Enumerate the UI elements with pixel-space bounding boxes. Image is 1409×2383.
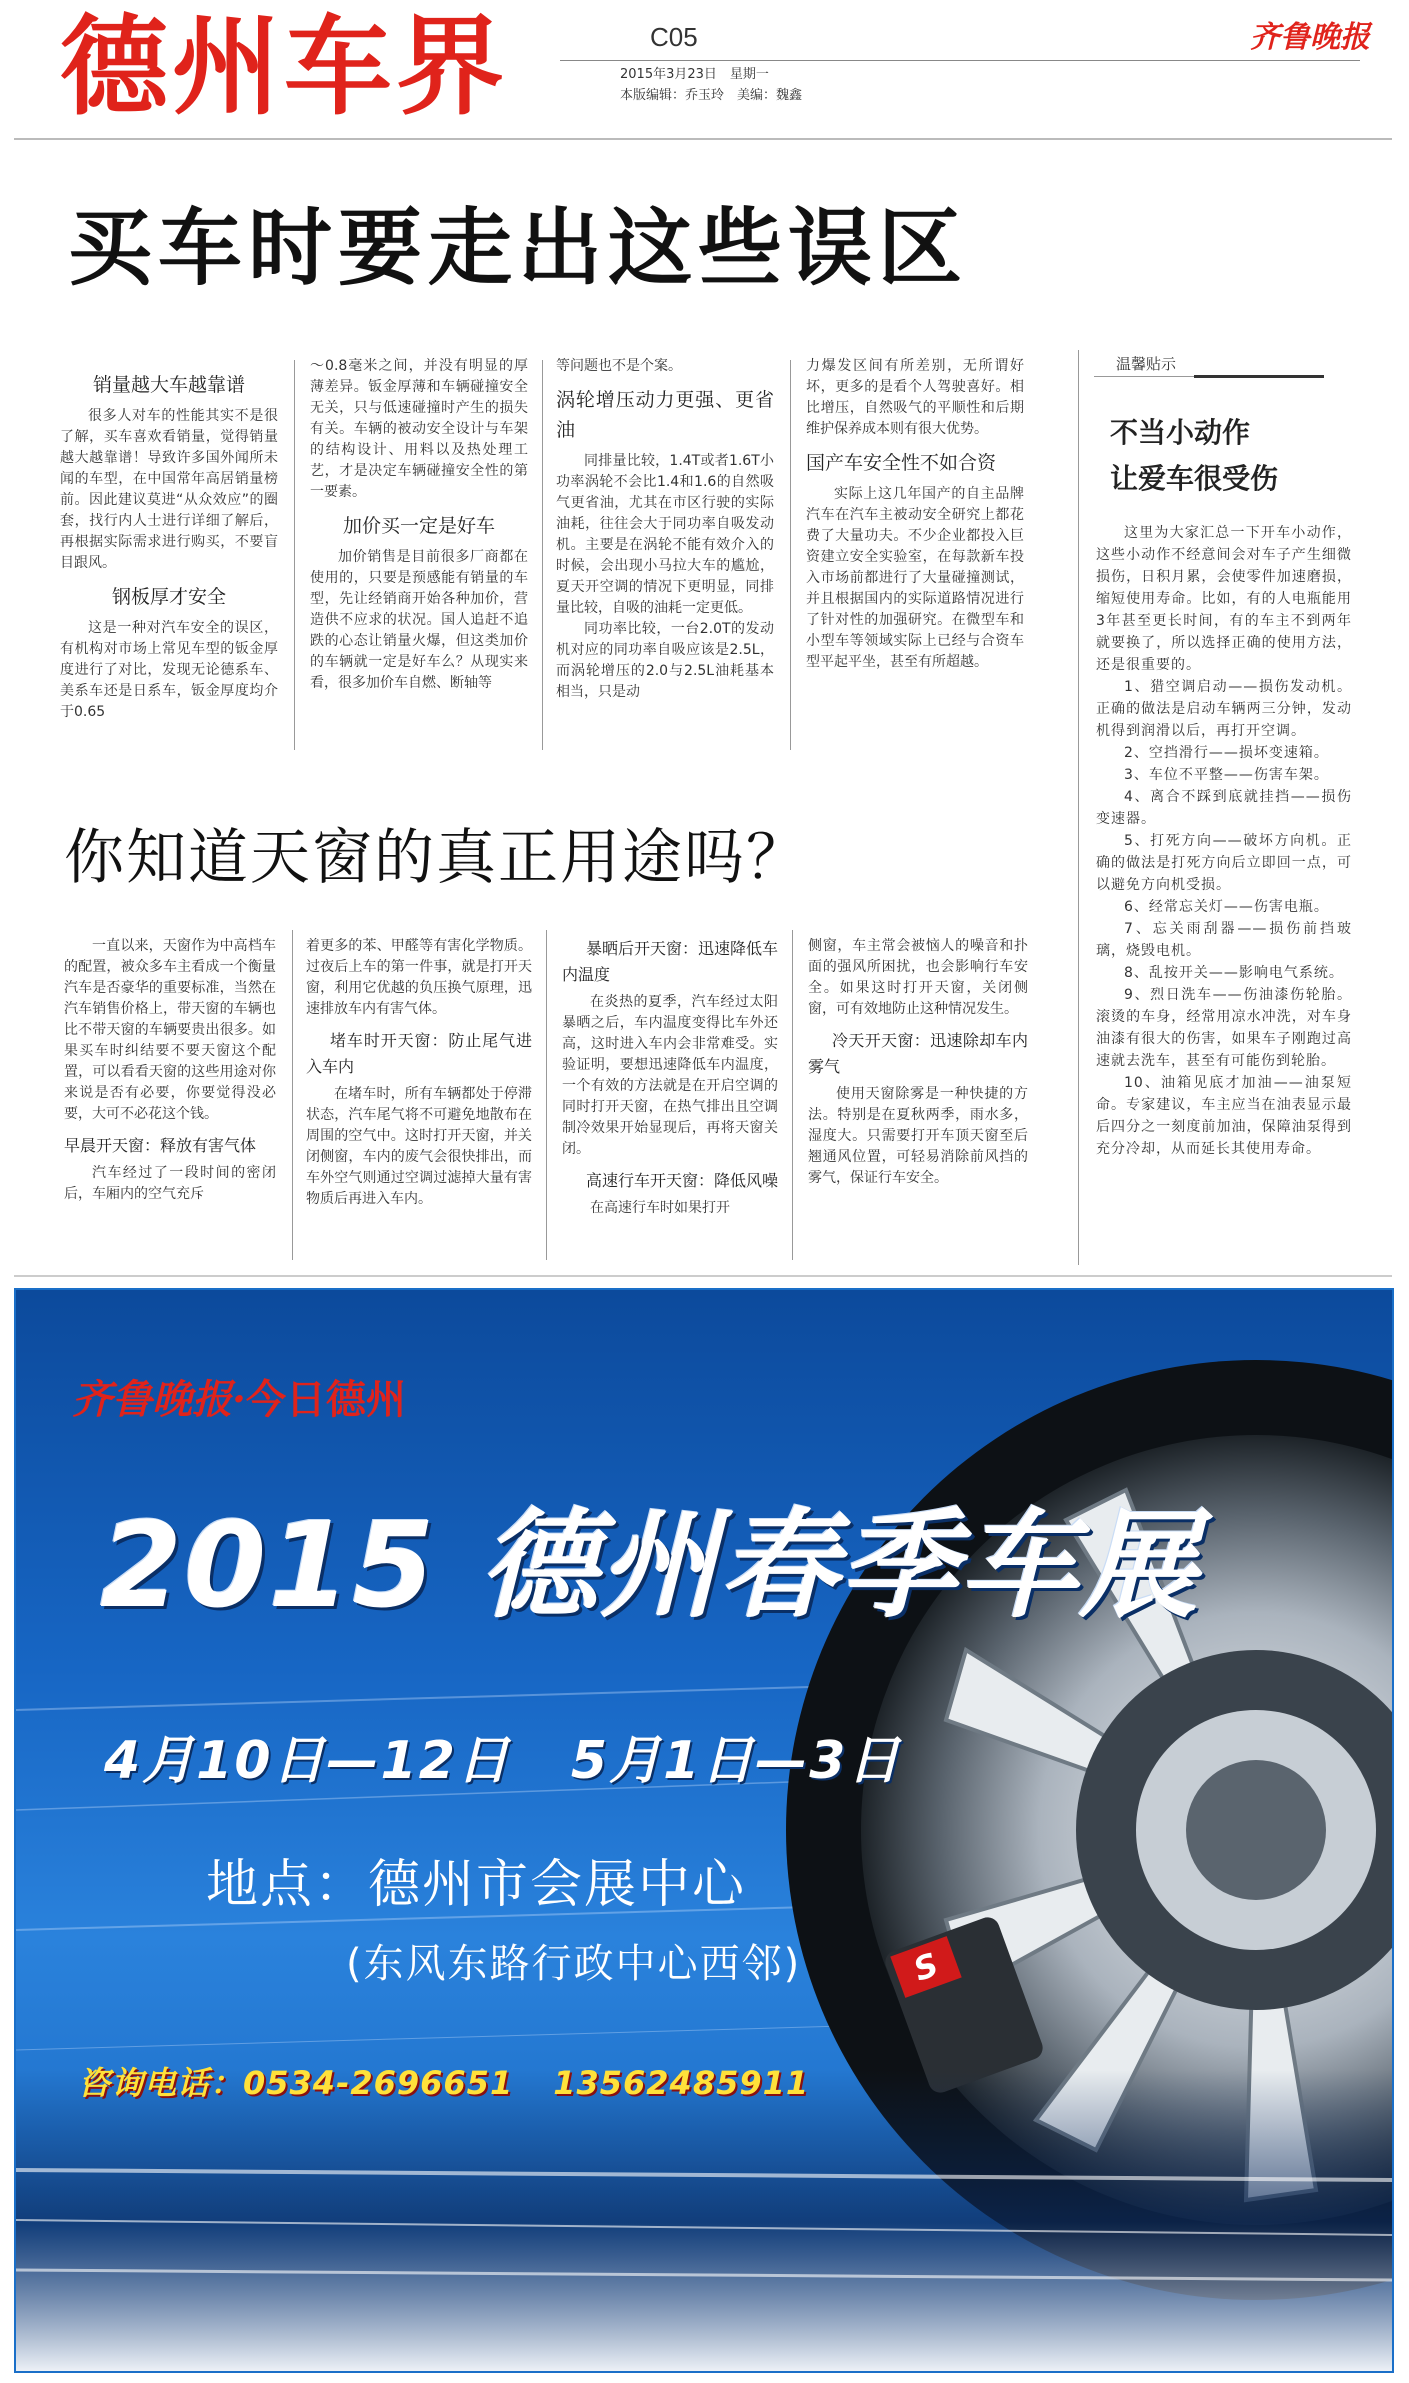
sidebar-item: 1、猎空调启动——损伤发动机。正确的做法是启动车辆两三分钟，发动机得到润滑以后，再打开空调。	[1096, 679, 1352, 739]
subhead: 暴晒后开天窗：迅速降低车内温度	[562, 939, 779, 984]
sidebar-item: 10、油箱见底才加油——油泵短命。专家建议，车主应当在油表显示最后四分之一刻度前加油，保障油泵得到充分冷却，从而延长其使用寿命。	[1096, 1075, 1352, 1157]
article2-column-4	[808, 936, 1028, 1189]
subhead: 高速行车开天窗：降低风噪	[586, 1171, 779, 1190]
subhead: 钢板厚才安全	[111, 586, 226, 608]
article2-column-1	[64, 936, 276, 1205]
paper-logo: 齐鲁晚报	[1250, 20, 1370, 55]
subhead: 堵车时开天窗：防止尾气进入车内	[306, 1031, 532, 1076]
ad-date-2: 5月1日—3日	[570, 1731, 902, 1791]
article1-column-3	[556, 356, 774, 703]
ad-logo-paper: 齐鲁晚报	[72, 1376, 232, 1423]
sidebar-item: 3、车位不平整——伤害车架。	[1124, 767, 1329, 783]
sidebar-title-line1: 不当小动作	[1110, 416, 1251, 449]
sidebar-title	[1110, 410, 1278, 502]
sidebar-divider	[1078, 350, 1079, 1265]
editor-line: 本版编辑：乔玉玲 美编：魏鑫	[620, 88, 803, 103]
column-divider	[294, 360, 295, 750]
section-divider	[14, 1275, 1392, 1277]
header-meta	[620, 64, 802, 106]
paragraph: 汽车经过了一段时间的密闭后，车厢内的空气充斥	[64, 1165, 276, 1202]
caliper-badge: S	[890, 1936, 961, 1998]
column-divider	[792, 930, 793, 1260]
ad-phone-2[interactable]: 13562485911	[553, 2064, 810, 2102]
paragraph: 一直以来，天窗作为中高档车的配置，被众多车主看成一个衡量汽车是否豪华的重要标准，当然在汽车销售价格上，带天窗的车辆也比不带天窗的车辆要贵出很多。如果买车时纠结要不要天窗这个配置，可以看看天窗的这些用途对你来说是否有必要，你要觉得没必要，大可不必花这个钱。	[64, 938, 276, 1122]
sidebar-body	[1096, 522, 1352, 1160]
paragraph: 加价销售是目前很多厂商都在使用的，只要是预感能有销量的车型，先让经销商开始各种加价，营造供不应求的状况。国人追赶不追跌的心态让销量火爆，但这类加价的车辆就一定是好车么？从现实来看，很多加价车自燃、断轴等	[310, 549, 528, 691]
header-rule	[560, 60, 1360, 61]
subhead: 冷天开天窗：迅速除却车内雾气	[808, 1031, 1028, 1076]
paragraph: 侧窗，车主常会被恼人的噪音和扑面的强风所困扰，也会影响行车安全。如果这时打开天窗，关闭侧窗，可有效地防止这种情况发生。	[808, 938, 1028, 1017]
paragraph: 在高速行车时如果打开	[590, 1200, 730, 1216]
article1-column-2	[310, 356, 528, 694]
ad-logo-separator: ·	[232, 1376, 246, 1423]
masthead-title: 德州车界	[60, 5, 509, 130]
article2-column-3	[562, 936, 778, 1219]
ad-paper-logo	[72, 1368, 406, 1425]
sidebar-item: 6、经常忘关灯——伤害电瓶。	[1124, 899, 1329, 915]
article1-column-1	[60, 362, 278, 723]
sidebar-item: 2、空挡滑行——损坏变速箱。	[1124, 745, 1329, 761]
subhead: 加价买一定是好车	[342, 515, 495, 537]
ad-address: (东风东路行政中心西邻)	[346, 1941, 802, 1987]
paragraph: 这是一种对汽车安全的误区，有机构对市场上常见车型的钣金厚度进行了对比，发现无论德系车、美系车还是日系车，钣金厚度均介于0.65	[60, 620, 278, 720]
column-divider	[292, 930, 293, 1260]
subhead: 早晨开天窗：释放有害气体	[64, 1136, 257, 1155]
article2-headline: 你知道天窗的真正用途吗？	[64, 823, 808, 893]
subhead: 国产车安全性不如合资	[806, 452, 997, 474]
ad-background-art	[16, 1290, 1394, 2373]
top-divider	[14, 138, 1392, 140]
sidebar-intro: 这里为大家汇总一下开车小动作，这些小动作不经意间会对车子产生细微损伤，日积月累，会使零件加速磨损，缩短使用寿命。比如，有的人电瓶能用3年甚至更长时间，有的车主不到两年就要换了，所以选择正确的使用方法，还是很重要的。	[1096, 525, 1352, 673]
ad-date-1: 4月10日—12日	[104, 1731, 511, 1791]
article1-column-4	[806, 356, 1024, 673]
article2-column-2	[306, 936, 532, 1210]
sidebar-item: 9、烈日洗车——伤油漆伤轮胎。滚烫的车身，经常用凉水冲洗，对车身油漆有很大的伤害，如果车子刚跑过高速就去洗车，甚至有可能伤到轮胎。	[1096, 987, 1352, 1069]
paragraph: 实际上这几年国产的自主品牌汽车在汽车主被动安全研究上都花费了大量功夫。不少企业都投入巨资建立安全实验室，在每款新车投入市场前都进行了大量碰撞测试，并且根据国内的实际道路情况进行了针对性的加强研究。在微型车和小型车等领域实际上已经与合资车型平起平坐，甚至有所超越。	[806, 486, 1024, 670]
subhead: 涡轮增压动力更强、更省油	[556, 389, 774, 441]
paragraph: 使用天窗除雾是一种快捷的方法。特别是在夏秋两季，雨水多，湿度大。只需要打开车顶天窗至后翘通风位置，可轻易消除前风挡的雾气，保证行车安全。	[808, 1086, 1028, 1186]
sidebar-title-line2: 让爱车很受伤	[1110, 462, 1279, 495]
paragraph: 在炎热的夏季，汽车经过太阳暴晒之后，车内温度变得比车外还高，这时进入车内会非常难受。实验证明，要想迅速降低车内温度，一个有效的方法就是在开启空调的同时打开天窗，在热气排出且空调制冷效果开始显现后，再将天窗关闭。	[562, 994, 778, 1157]
sidebar-item: 8、乱按开关——影响电气系统。	[1124, 965, 1344, 981]
paragraph: 很多人对车的性能其实不是很了解，买车喜欢看销量，觉得销量越大越靠谱！导致许多国外闻所未闻的车型，在中国常年高居销量榜前。因此建议莫进“从众效应”的圈套，找行内人士进行详细了解后，再根据实际需求进行购买，不要盲目跟风。	[60, 408, 278, 571]
ad-title: 2015 德州春季车展	[100, 1496, 1200, 1634]
column-divider	[542, 360, 543, 750]
ad-dates	[104, 1718, 961, 1793]
car-show-advertisement[interactable]	[14, 1288, 1394, 2373]
ad-logo-local: 今日德州	[245, 1377, 406, 1423]
article1-headline: 买车时要走出这些误区	[68, 199, 969, 297]
sidebar-tag: 温馨贴示	[1094, 353, 1274, 377]
date-line: 2015年3月23日 星期一	[620, 67, 769, 82]
paragraph: 同功率比较，一台2.0T的发动机对应的同功率自吸应该是2.5L，而涡轮增压的2.0与2.5L油耗基本相当，只是动	[556, 621, 774, 700]
column-divider	[546, 930, 547, 1260]
paragraph: 同排量比较，1.4T或者1.6T小功率涡轮不会比1.4和1.6的自然吸气更省油，尤其在市区行驶的实际油耗，往往会大于同功率自吸发动机。主要是在涡轮不能有效介入的时候，会出现小马拉大车的尴尬，夏天开空调的情况下更明显，同排量比较，自吸的油耗一定更低。	[556, 453, 774, 616]
ad-phone[interactable]	[78, 2058, 849, 2104]
ad-phone-1[interactable]: 咨询电话：0534-2696651	[78, 2064, 514, 2102]
paragraph: 着更多的苯、甲醛等有害化学物质。过夜后上车的第一件事，就是打开天窗，利用它优越的负压换气原理，迅速排放车内有害气体。	[306, 938, 532, 1017]
sidebar-item: 5、打死方向——破坏方向机。正确的做法是打死方向后立即回一点，可以避免方向机受损。	[1096, 833, 1352, 893]
sidebar-item: 4、离合不踩到底就挂挡——损伤变速器。	[1096, 789, 1352, 827]
paragraph: ～0.8毫米之间，并没有明显的厚薄差异。钣金厚薄和车辆碰撞安全无关，只与低速碰撞时产生的损失有关。车辆的被动安全设计与车架的结构设计、用料以及热处理工艺，才是决定车辆碰撞安全性的第一要素。	[310, 358, 528, 500]
page-number: C05	[650, 22, 698, 52]
sidebar-item: 7、忘关雨刮器——损伤前挡玻璃，烧毁电机。	[1096, 921, 1352, 959]
ad-location: 地点：德州市会展中心	[206, 1855, 747, 1915]
paragraph: 在堵车时，所有车辆都处于停滞状态，汽车尾气将不可避免地散布在周围的空气中。这时打开天窗，并关闭侧窗，车内的废气会很快排出，而车外空气则通过空调过滤掉大量有害物质后再进入车内。	[306, 1086, 532, 1207]
paragraph: 等问题也不是个案。	[556, 358, 682, 374]
subhead: 销量越大车越靠谱	[92, 374, 245, 396]
column-divider	[790, 360, 791, 750]
paragraph: 力爆发区间有所差别，无所谓好坏，更多的是看个人驾驶喜好。相比增压，自然吸气的平顺性和后期维护保养成本则有很大优势。	[806, 358, 1024, 437]
